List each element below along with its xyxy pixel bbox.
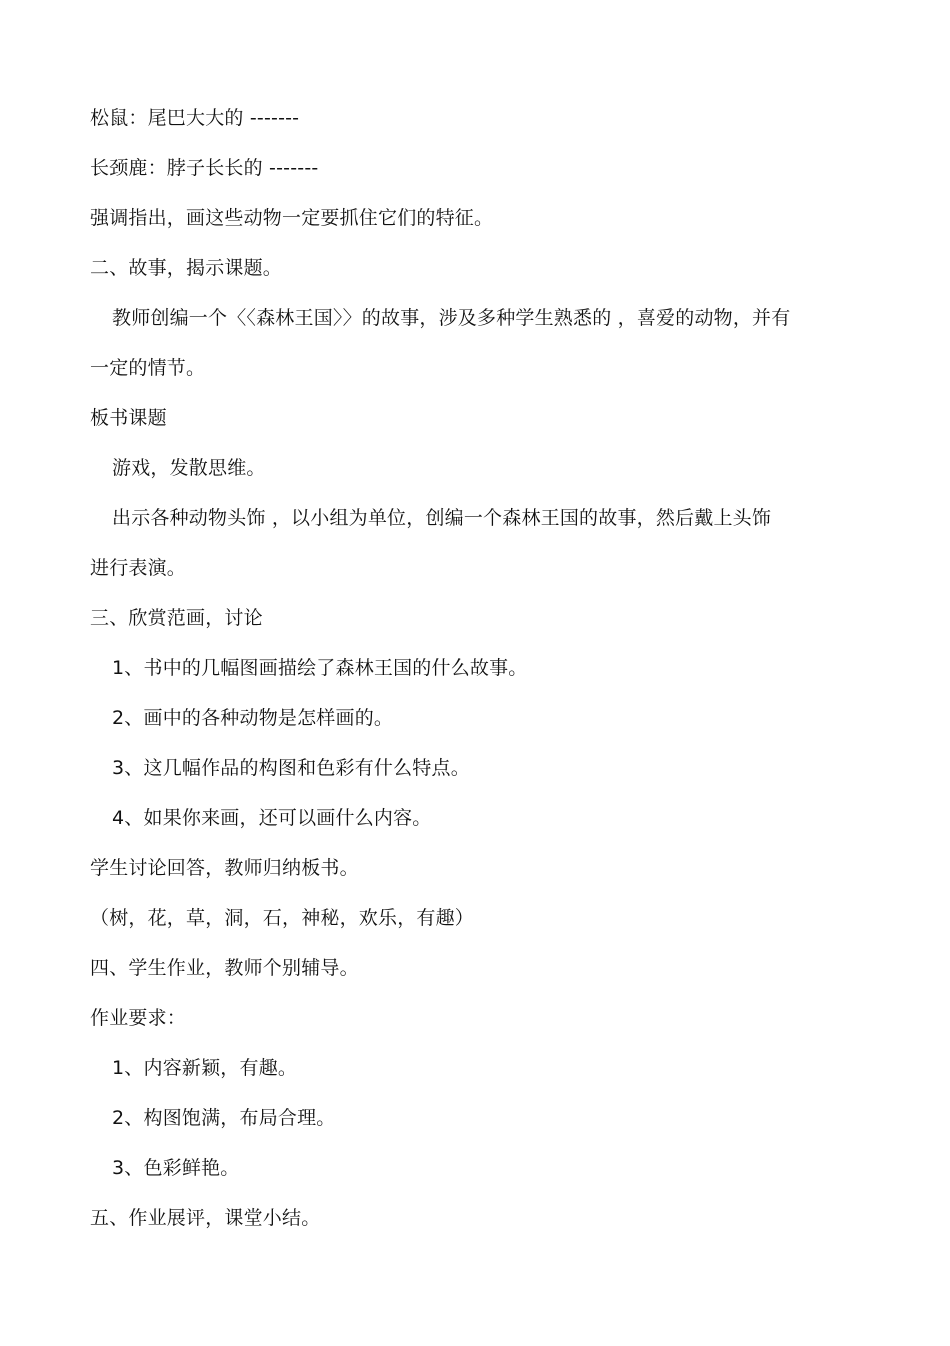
text-line: （树，花，草，洞，石，神秘，欢乐，有趣） (90, 907, 475, 929)
list-item: 1、内容新颖，有趣。 (112, 1057, 298, 1079)
text-line: 进行表演。 (90, 557, 187, 579)
text-line: 板书课题 (90, 407, 167, 429)
section-heading: 二、故事，揭示课题。 (90, 257, 283, 279)
text-line: 松鼠：尾巴大大的 ------- (90, 107, 300, 129)
list-item: 2、画中的各种动物是怎样画的。 (112, 707, 394, 729)
list-item: 3、色彩鲜艳。 (112, 1157, 240, 1179)
text-line: 教师创编一个〈〈森林王国〉〉的故事，涉及多种学生熟悉的 ，喜爱的动物，并有 (112, 307, 791, 329)
section-heading: 五、作业展评，课堂小结。 (90, 1207, 321, 1229)
list-item: 4、如果你来画，还可以画什么内容。 (112, 807, 432, 829)
list-item: 3、这几幅作品的构图和色彩有什么特点。 (112, 757, 470, 779)
section-heading: 四、学生作业，教师个别辅导。 (90, 957, 359, 979)
text-line: 一定的情节。 (90, 357, 206, 379)
text-line: 学生讨论回答，教师归纳板书。 (90, 857, 359, 879)
text-line: 作业要求： (90, 1007, 187, 1029)
text-line: 长颈鹿：脖子长长的 ------- (90, 157, 319, 179)
list-item: 2、构图饱满，布局合理。 (112, 1107, 336, 1129)
text-line: 强调指出，画这些动物一定要抓住它们的特征。 (90, 207, 494, 229)
text-line: 出示各种动物头饰 ，以小组为单位，创编一个森林王国的故事，然后戴上头饰 (112, 507, 772, 529)
text-line: 游戏，发散思维。 (112, 457, 266, 479)
section-heading: 三、欣赏范画，讨论 (90, 607, 263, 629)
list-item: 1、书中的几幅图画描绘了森林王国的什么故事。 (112, 657, 528, 679)
